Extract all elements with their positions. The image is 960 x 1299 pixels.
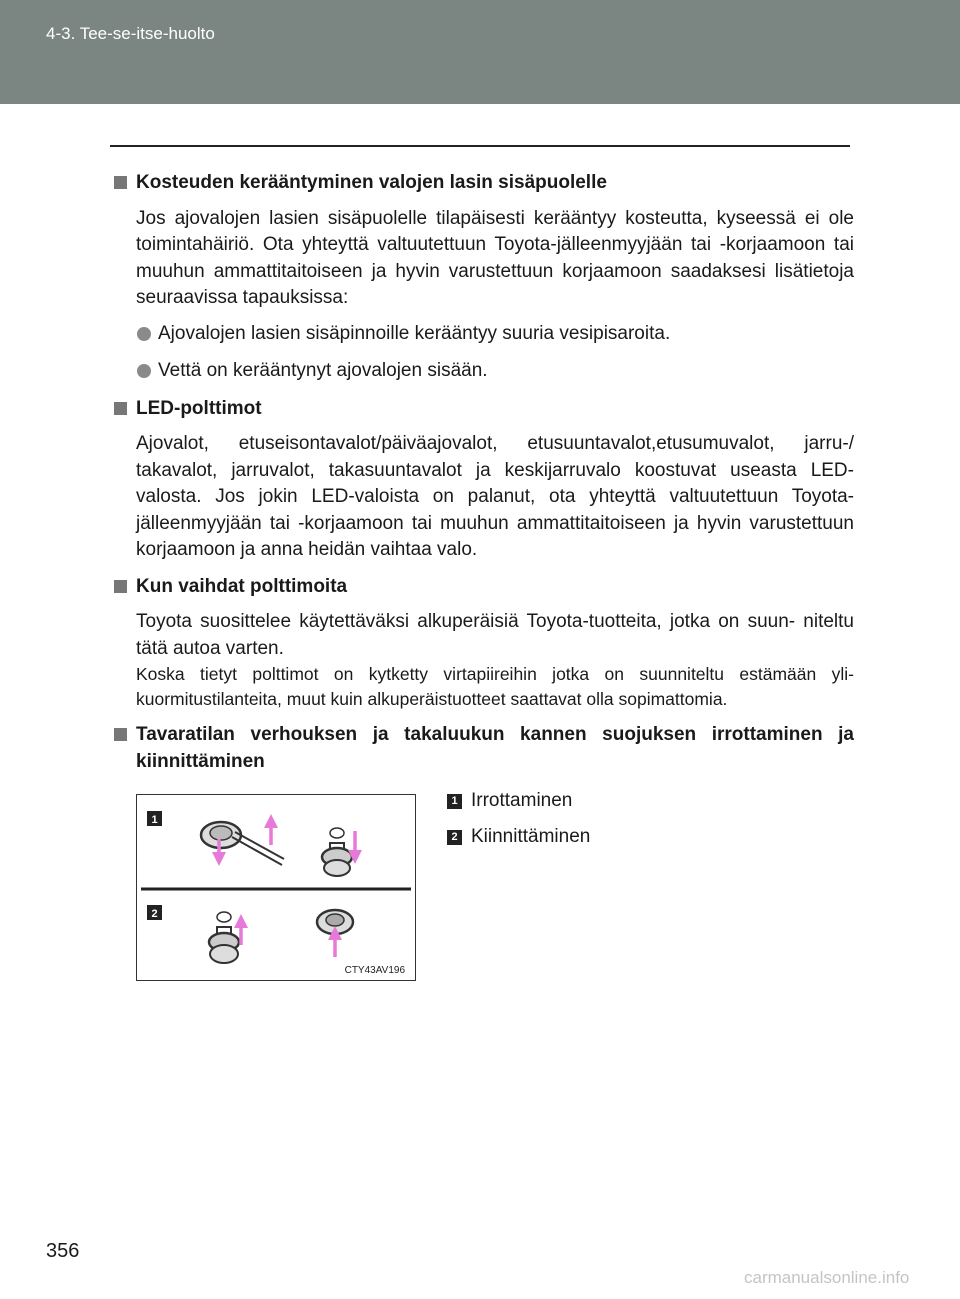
header-rule: [110, 145, 850, 147]
section-note: Koska tietyt polttimot on kytketty virtapiireihin jotka on suunniteltu estämään yli- kuormitustilanteita, muut kuin alkuperäistuotteet saattavat olla sopimattomia.: [136, 664, 854, 709]
list-item: Ajovalojen lasien sisäpinnoille kerääntyy suuria vesipisaroita.: [112, 321, 854, 348]
square-bullet-icon: [114, 402, 127, 415]
section-heading: Tavaratilan verhouksen ja takaluukun kannen suojuksen irrottaminen ja kiinnittäminen: [112, 722, 854, 775]
section-led: [112, 396, 854, 564]
content: [112, 170, 854, 1004]
figure-row: [112, 784, 854, 994]
clip-figure: [136, 794, 416, 981]
circle-bullet-icon: [137, 364, 151, 378]
clip-pry-icon: [201, 821, 284, 865]
section-heading: LED-polttimot: [112, 396, 854, 423]
svg-text:1: 1: [151, 814, 158, 826]
svg-text:2: 2: [151, 908, 158, 920]
square-bullet-icon: [114, 580, 127, 593]
figure-legend: [447, 788, 590, 860]
section-paragraph: Jos ajovalojen lasien sisäpuolelle tilapäisesti kerääntyy kosteutta, kyseessä ei ole toimintahäiriö. Ota yhteyttä valtuutettuun Toyota-jälleenmyyjään tai -korjaamoon tai muuhun ammattitaitoiseen ja hyvin varustettuun korjaamoon saadaksesi lisätietoja seuraavissa tapauksissa:: [136, 207, 854, 308]
step-number-badge: 1: [447, 794, 462, 809]
clip-push-icon: [317, 910, 353, 957]
circle-bullet-icon: [137, 327, 151, 341]
square-bullet-icon: [114, 176, 127, 189]
clip-insert-icon: [209, 912, 241, 963]
section-heading: Kun vaihdat polttimoita: [112, 574, 854, 601]
section-bulbs: [112, 574, 854, 713]
section-paragraph: Toyota suosittelee käytettäväksi alkuperäisiä Toyota-tuotteita, jotka on suun- niteltu tätä autoa varten.: [136, 611, 854, 659]
header-band: [0, 0, 960, 104]
clip-illustration: [137, 795, 415, 980]
section-paragraph: Ajovalot, etuseisontavalot/päiväajovalot, etusuuntavalot,etusumuvalot, jarru-/ takavalot, jarruvalot, takasuuntavalot ja keskijarruvalo koostuvat useasta LED-valosta. Jos jokin LED-valoista on palanut, ota yhteyttä valtuutettuun Toyota-jälleenmyyjään tai -korjaamoon tai muuhun ammattitaitoiseen ja hyvin varustettuun korjaamoon ja anna heidän vaihtaa valo.: [136, 433, 854, 560]
figure-code: CTY43AV196: [344, 965, 405, 976]
section-trim: [112, 722, 854, 994]
watermark: carmanualsonline.info: [744, 1268, 910, 1287]
section-label: 4-3. Tee-se-itse-huolto: [46, 24, 215, 43]
page-number: 356: [46, 1240, 80, 1262]
section-heading: Kosteuden kerääntyminen valojen lasin sisäpuolelle: [112, 170, 854, 197]
legend-item: 1 Irrottaminen: [447, 788, 590, 814]
square-bullet-icon: [114, 728, 127, 741]
section-moisture: [112, 170, 854, 385]
list-item: Vettä on kerääntynyt ajovalojen sisään.: [112, 358, 854, 385]
step-number-badge: 2: [447, 830, 462, 845]
clip-removed-icon: [322, 828, 355, 876]
legend-item: 2 Kiinnittäminen: [447, 824, 590, 850]
